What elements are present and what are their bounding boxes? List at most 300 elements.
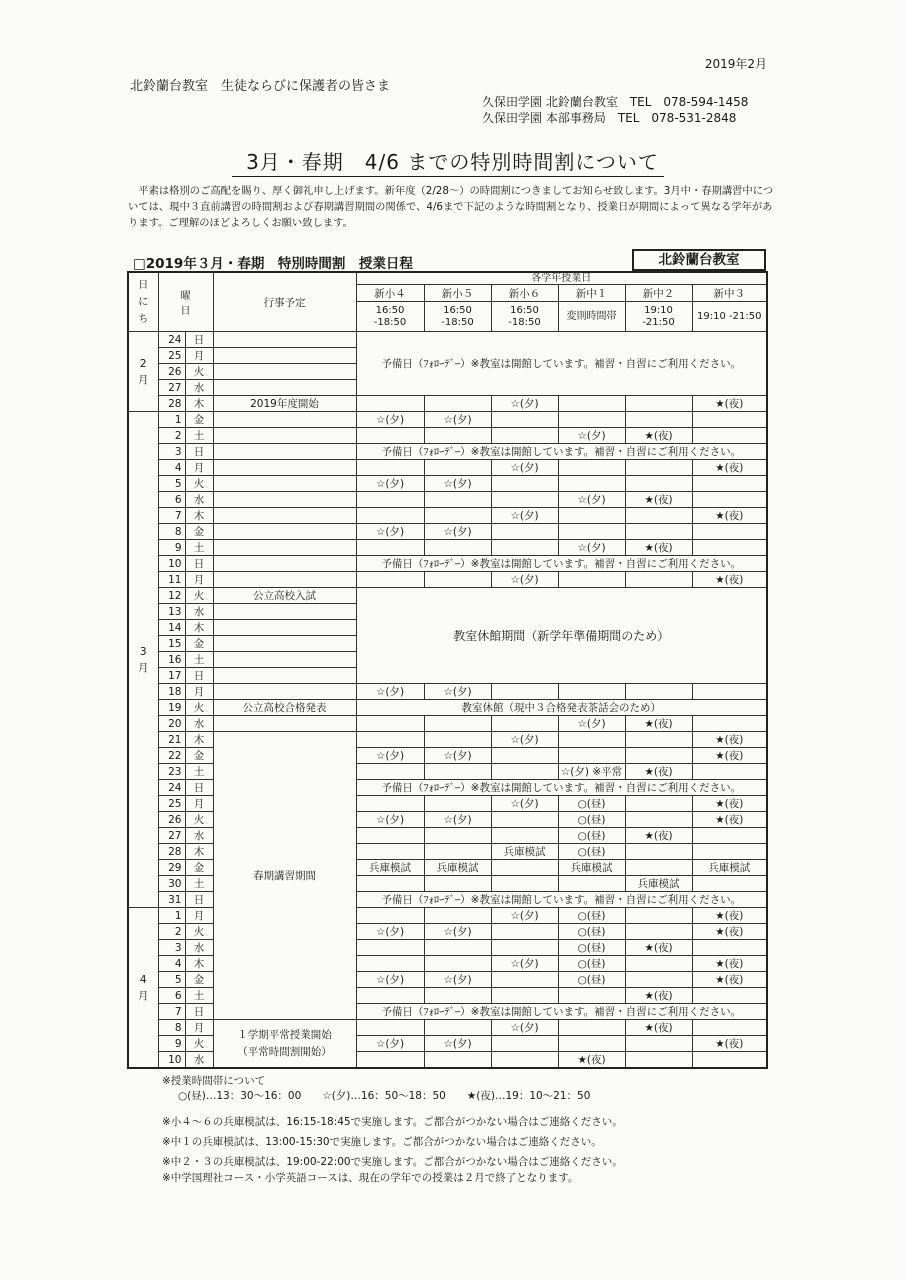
empty-cell [558,1020,625,1036]
weekday: 金 [185,972,213,988]
class-mark: ☆(夕) [491,460,558,476]
empty-cell [692,764,767,780]
weekday: 火 [185,812,213,828]
note-1: ※小４～６の兵庫模試は、16:15-18:45で実施します。ご都合がつかない場合はご連絡ください。 [162,1116,623,1128]
table-row [128,444,767,460]
day-number: 16 [158,652,185,668]
class-mark: 兵庫模試 [558,860,625,876]
closed-19-span: 教室休館（現中３合格発表茶話会のため） [356,700,767,716]
class-mark: ☆(夕) [356,476,424,492]
weekday: 火 [185,364,213,380]
empty-cell [424,492,491,508]
class-mark: ☆(夕) [356,748,424,764]
weekday: 日 [185,332,213,348]
grade-header: 新中１ [558,285,625,302]
class-mark: ☆(夕) [356,684,424,700]
day-number: 14 [158,620,185,636]
empty-cell [558,396,625,412]
class-mark: ★(夜) [625,828,692,844]
event-cell [213,428,356,444]
day-number: 28 [158,396,185,412]
empty-cell [692,1020,767,1036]
empty-cell [692,876,767,892]
day-number: 1 [158,412,185,428]
empty-cell [558,572,625,588]
empty-cell [356,716,424,732]
event-cell [213,604,356,620]
weekday: 木 [185,844,213,860]
intro-paragraph: 平素は格別のご高配を賜り、厚く御礼申し上げます。新年度（2/28～）の時間割につきましてお知らせ致します。3月中・春期講習中については、現中３直前講習の時間割および春期講習期間の関係で、4/6まで下記のような時間割となり、授業日が期間によって異なる学年があります。ご理解のほどよろしくお願い致します。 [128,185,774,229]
weekday: 木 [185,732,213,748]
event-cell [213,444,356,460]
empty-cell [491,492,558,508]
empty-cell [491,940,558,956]
col-header-day: 日にち [128,272,158,332]
schedule-title: □2019年３月・春期 特別時間割 授業日程 [133,256,413,272]
class-mark: ○(昼) [558,812,625,828]
empty-cell [625,476,692,492]
day-number: 7 [158,1004,185,1020]
notes-heading: ※授業時間帯について [162,1075,266,1087]
class-mark: ★(夜) [625,716,692,732]
empty-cell [625,572,692,588]
class-mark: ★(夜) [692,956,767,972]
day-number: 28 [158,844,185,860]
empty-cell [491,748,558,764]
weekday: 火 [185,924,213,940]
weekday: 木 [185,620,213,636]
class-mark: ★(夜) [692,748,767,764]
empty-cell [558,748,625,764]
empty-cell [491,860,558,876]
class-mark: ★(夜) [625,1020,692,1036]
class-mark: ☆(夕) [424,924,491,940]
weekday: 火 [185,1036,213,1052]
empty-cell [625,508,692,524]
day-number: 3 [158,444,185,460]
empty-cell [424,540,491,556]
class-mark: ☆(夕) [491,908,558,924]
empty-cell [491,764,558,780]
weekday: 水 [185,380,213,396]
day-number: 6 [158,492,185,508]
day-number: 4 [158,956,185,972]
day-number: 2 [158,428,185,444]
empty-cell [356,396,424,412]
weekday: 土 [185,764,213,780]
class-mark: ★(夜) [625,492,692,508]
closed-span: 教室休館期間（新学年準備期間のため） [356,588,767,684]
empty-cell [424,1020,491,1036]
empty-cell [692,844,767,860]
weekday: 水 [185,940,213,956]
empty-cell [625,460,692,476]
empty-cell [424,428,491,444]
day-number: 24 [158,332,185,348]
empty-cell [625,972,692,988]
empty-cell [558,476,625,492]
grade-header: 新小６ [491,285,558,302]
empty-cell [424,764,491,780]
table-row [128,396,767,412]
grade-time: 変則時間帯 [558,302,625,332]
weekday: 月 [185,796,213,812]
empty-cell [424,796,491,812]
class-mark: ★(夜) [692,396,767,412]
class-mark: ○(昼) [558,924,625,940]
table-row [128,684,767,700]
day-number: 17 [158,668,185,684]
empty-cell [625,812,692,828]
class-mark: ☆(夕) [558,540,625,556]
class-mark: 兵庫模試 [625,876,692,892]
grade-header: 新小４ [356,285,424,302]
event-cell [213,652,356,668]
empty-cell [356,492,424,508]
weekday: 月 [185,908,213,924]
class-mark: 兵庫模試 [356,860,424,876]
day-number: 6 [158,988,185,1004]
empty-cell [625,732,692,748]
empty-cell [625,924,692,940]
event-term-start [213,1020,356,1069]
weekday: 日 [185,780,213,796]
empty-cell [356,908,424,924]
empty-cell [424,956,491,972]
table-row [128,1020,767,1036]
note-2: ※中１の兵庫模試は、13:00-15:30で実施します。ご都合がつかない場合はご連絡ください。 [162,1136,602,1148]
class-mark: ☆(夕) [491,572,558,588]
empty-cell [625,860,692,876]
empty-cell [424,716,491,732]
day-number: 18 [158,684,185,700]
event-term-start-line1: １学期平常授業開始 [237,1028,332,1041]
document-date: 2019年2月 [704,57,767,71]
event-cell [213,540,356,556]
empty-cell [558,412,625,428]
empty-cell [558,524,625,540]
weekday: 月 [185,348,213,364]
grade-time: 16:50 -18:50 [491,302,558,332]
table-row [128,572,767,588]
table-row [128,524,767,540]
event-cell [213,716,356,732]
weekday: 木 [185,508,213,524]
empty-cell [356,988,424,1004]
class-mark: ☆(夕) [356,972,424,988]
empty-cell [491,876,558,892]
empty-cell [424,988,491,1004]
empty-cell [692,1052,767,1069]
day-number: 12 [158,588,185,604]
weekday: 月 [185,1020,213,1036]
notes-times: ○(昼)…13：30～16：00 ☆(夕)…16：50～18：50 ★(夜)…19：10～21：50 [178,1090,591,1102]
class-mark: ○(昼) [558,972,625,988]
empty-cell [424,508,491,524]
col-header-event: 行事予定 [213,272,356,332]
day-number: 7 [158,508,185,524]
weekday: 木 [185,396,213,412]
weekday: 日 [185,444,213,460]
event-cell [213,476,356,492]
event-cell [213,668,356,684]
empty-cell [424,732,491,748]
class-mark: ★(夜) [558,1052,625,1069]
class-mark: ☆(夕) [356,524,424,540]
class-mark: ★(夜) [692,924,767,940]
header-row [128,272,767,285]
empty-cell [558,508,625,524]
weekday: 月 [185,460,213,476]
empty-cell [356,828,424,844]
day-number: 29 [158,860,185,876]
day-number: 24 [158,780,185,796]
empty-cell [424,828,491,844]
event-cell [213,332,356,348]
event-cell [213,572,356,588]
empty-cell [356,460,424,476]
class-mark: ★(夜) [625,428,692,444]
empty-cell [692,988,767,1004]
weekday: 水 [185,1052,213,1069]
table-row [128,732,767,748]
empty-cell [424,572,491,588]
weekday: 日 [185,556,213,572]
weekday: 金 [185,524,213,540]
grade-time: 16:50 -18:50 [356,302,424,332]
day-number: 23 [158,764,185,780]
class-mark: ★(夜) [692,572,767,588]
weekday: 水 [185,604,213,620]
weekday: 水 [185,716,213,732]
grade-time: 19:10 -21:50 [692,302,767,332]
empty-cell [356,940,424,956]
weekday: 土 [185,876,213,892]
class-mark: ☆(夕) [558,428,625,444]
event-cell [213,348,356,364]
class-mark: ☆(夕) [424,812,491,828]
class-mark: ★(夜) [625,940,692,956]
class-mark: ☆(夕) [356,924,424,940]
day-number: 21 [158,732,185,748]
table-row [128,556,767,572]
title-underline [232,176,664,177]
event-cell [213,380,356,396]
day-number: 27 [158,380,185,396]
empty-cell [558,876,625,892]
grade-header: 新中２ [625,285,692,302]
weekday: 火 [185,476,213,492]
empty-cell [491,476,558,492]
empty-cell [356,540,424,556]
month-mar: 3月 [128,412,158,908]
branch-name-box: 北鈴蘭台教室 [632,249,766,271]
weekday: 金 [185,412,213,428]
class-mark: 兵庫模試 [692,860,767,876]
note-3: ※中２・３の兵庫模試は、19:00-22:00で実施します。ご都合がつかない場合はご連絡ください。 [162,1156,623,1168]
class-mark: ○(昼) [558,844,625,860]
empty-cell [692,940,767,956]
empty-cell [558,684,625,700]
empty-cell [625,684,692,700]
empty-cell [356,1052,424,1069]
weekday: 火 [185,700,213,716]
table-row [128,540,767,556]
empty-cell [424,940,491,956]
class-mark: ★(夜) [692,508,767,524]
class-mark: ☆(夕) [424,412,491,428]
day-number: 26 [158,812,185,828]
class-mark: ★(夜) [692,972,767,988]
empty-cell [356,1020,424,1036]
event-cell [213,460,356,476]
class-mark: ☆(夕) [424,684,491,700]
class-mark: ☆(夕) [424,972,491,988]
class-mark: ☆(夕) [356,1036,424,1052]
empty-cell [424,396,491,412]
day-number: 27 [158,828,185,844]
class-mark: ★(夜) [625,764,692,780]
event-cell [213,524,356,540]
reserve-span: 予備日（ﾌｫﾛｰﾃﾞｰ）※教室は開館しています。補習・自習にご利用ください。 [356,892,767,908]
empty-cell [692,828,767,844]
day-number: 19 [158,700,185,716]
class-mark: 兵庫模試 [424,860,491,876]
empty-cell [558,732,625,748]
class-mark: ☆(夕) [491,508,558,524]
weekday: 水 [185,828,213,844]
table-row [128,588,767,604]
empty-cell [558,988,625,1004]
class-mark: ★(夜) [692,796,767,812]
class-mark: ★(夜) [692,460,767,476]
class-mark: ★(夜) [692,812,767,828]
class-mark: ☆(夕) [491,396,558,412]
empty-cell [424,908,491,924]
empty-cell [491,540,558,556]
day-number: 30 [158,876,185,892]
class-mark: ☆(夕) [558,492,625,508]
table-row [128,508,767,524]
event-cell [213,492,356,508]
grades-header: 各学年授業日 [356,272,767,285]
empty-cell [491,684,558,700]
empty-cell [625,412,692,428]
empty-cell [692,524,767,540]
weekday: 金 [185,748,213,764]
day-number: 5 [158,476,185,492]
day-number: 8 [158,524,185,540]
empty-cell [625,524,692,540]
event-cell: 公立高校合格発表 [213,700,356,716]
class-mark: ○(昼) [558,940,625,956]
day-number: 10 [158,1052,185,1069]
weekday: 金 [185,860,213,876]
grade-header: 新小５ [424,285,491,302]
class-mark: ☆(夕) [491,796,558,812]
class-mark: ☆(夕) [491,956,558,972]
empty-cell [424,844,491,860]
day-number: 26 [158,364,185,380]
empty-cell [356,732,424,748]
weekday: 月 [185,572,213,588]
page-title: 3月・春期 4/6 までの特別時間割について [246,150,659,174]
empty-cell [692,684,767,700]
empty-cell [625,1036,692,1052]
weekday: 水 [185,492,213,508]
empty-cell [692,492,767,508]
empty-cell [692,540,767,556]
class-mark: ○(昼) [558,956,625,972]
empty-cell [491,972,558,988]
empty-cell [491,1036,558,1052]
class-mark: ☆(夕) [424,1036,491,1052]
class-mark: ○(昼) [558,908,625,924]
weekday: 火 [185,588,213,604]
empty-cell [356,508,424,524]
day-number: 3 [158,940,185,956]
empty-cell [356,844,424,860]
weekday: 土 [185,428,213,444]
empty-cell [356,876,424,892]
weekday: 月 [185,684,213,700]
event-cell: 2019年度開始 [213,396,356,412]
reserve-span: 予備日（ﾌｫﾛｰﾃﾞｰ）※教室は開館しています。補習・自習にご利用ください。 [356,780,767,796]
grade-time: 16:50 -18:50 [424,302,491,332]
empty-cell [625,844,692,860]
weekday: 日 [185,668,213,684]
reserve-span: 予備日（ﾌｫﾛｰﾃﾞｰ）※教室は開館しています。補習・自習にご利用ください。 [356,1004,767,1020]
reserve-span: 予備日（ﾌｫﾛｰﾃﾞｰ）※教室は開館しています。補習・自習にご利用ください。 [356,444,767,460]
class-mark: 兵庫模試 [491,844,558,860]
table-row [128,476,767,492]
table-row [128,412,767,428]
class-mark: ☆(夕) [491,1020,558,1036]
class-mark: ☆(夕) [491,732,558,748]
empty-cell [625,796,692,812]
org-contact-1: 久保田学園 北鈴蘭台教室 TEL 078-594-1458 [482,95,749,109]
empty-cell [491,1052,558,1069]
day-number: 8 [158,1020,185,1036]
event-cell [213,556,356,572]
day-number: 13 [158,604,185,620]
event-cell [213,412,356,428]
schedule-table [127,271,768,1069]
table-row [128,700,767,716]
class-mark: ☆(夕) [558,716,625,732]
empty-cell [424,460,491,476]
empty-cell [356,796,424,812]
empty-cell [558,460,625,476]
day-number: 9 [158,1036,185,1052]
weekday: 日 [185,892,213,908]
day-number: 11 [158,572,185,588]
class-mark: ☆(夕) ※平常 [558,764,625,780]
empty-cell [491,428,558,444]
event-term-start-line2: （平常時間割開始） [237,1045,332,1058]
table-row [128,332,767,348]
day-number: 2 [158,924,185,940]
empty-cell [491,716,558,732]
event-cell [213,620,356,636]
reserve-span: 予備日（ﾌｫﾛｰﾃﾞｰ）※教室は開館しています。補習・自習にご利用ください。 [356,556,767,572]
empty-cell [491,924,558,940]
event-cell [213,684,356,700]
day-number: 31 [158,892,185,908]
table-row [128,460,767,476]
empty-cell [356,764,424,780]
day-number: 10 [158,556,185,572]
